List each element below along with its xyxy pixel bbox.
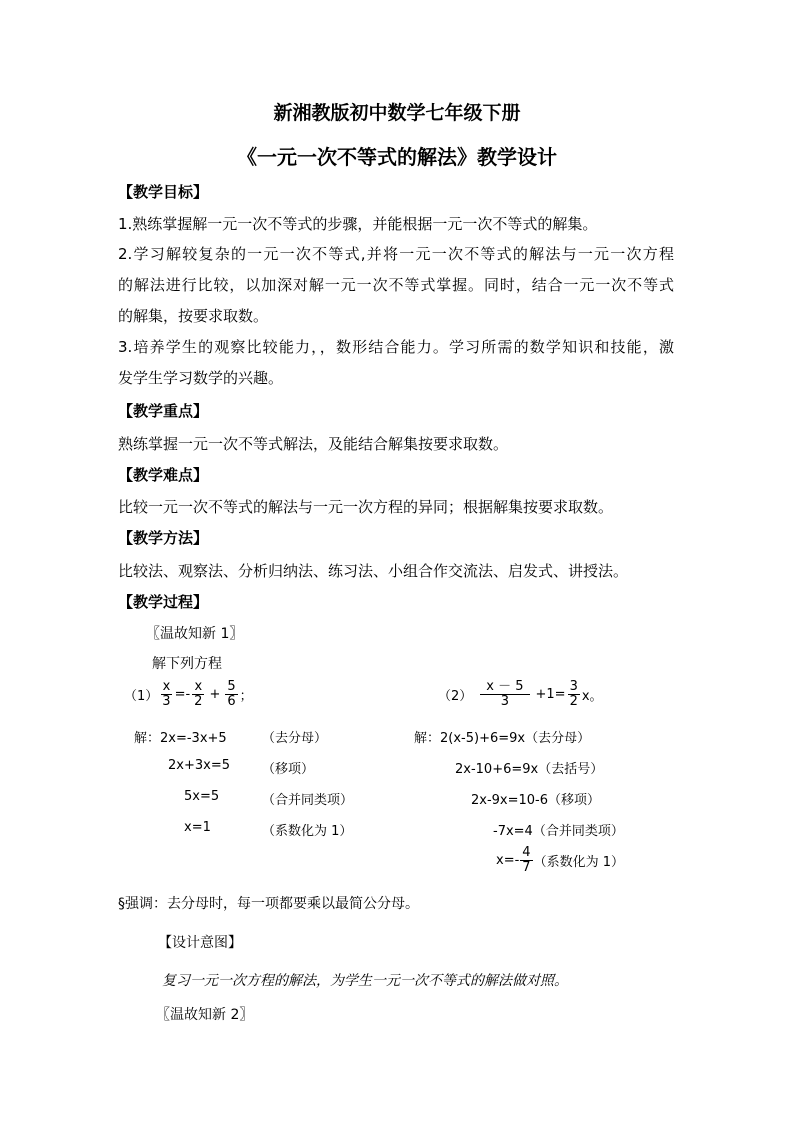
- process-heading: 【教学过程】: [118, 593, 209, 611]
- difficulty-text: 比较一元一次不等式的解法与一元一次方程的异同；根据解集按要求取数。: [118, 498, 614, 516]
- fraction: [160, 680, 172, 710]
- operator: +1=: [535, 687, 566, 703]
- lesson-title: 《一元一次不等式的解法》教学设计: [237, 145, 557, 169]
- numerator: x: [194, 679, 203, 694]
- solution-1-note: （去分母）: [262, 731, 328, 746]
- solution-1-step: x=1: [184, 820, 211, 835]
- solution-1-note: （移项）: [262, 762, 315, 777]
- review-2-label: 〖温故知新 2〗: [156, 1007, 254, 1023]
- solution-1-step: 2x+3x=5: [168, 758, 230, 773]
- difficulty-heading: 【教学难点】: [118, 466, 209, 484]
- goal-line: 发学生学习数学的兴趣。: [118, 369, 284, 387]
- punctuation: ；: [239, 689, 253, 705]
- method-text: 比较法、观察法、分析归纳法、练习法、小组合作交流法、启发式、讲授法。: [118, 562, 629, 580]
- denominator: 3: [162, 694, 171, 710]
- goals-heading: 【教学目标】: [118, 183, 209, 201]
- numerator: x － 5: [480, 680, 529, 695]
- solution-1-step: 5x=5: [184, 789, 220, 804]
- equation-2: [438, 680, 603, 710]
- numerator: 5: [227, 679, 236, 694]
- solution-2-final: [496, 846, 624, 876]
- equation-1: [124, 680, 253, 710]
- operator: =-: [174, 687, 191, 703]
- fraction: [520, 846, 532, 876]
- review-1-label: 〖温故知新 1〗: [146, 626, 244, 642]
- solution-1-step: 解：2x=-3x+5: [134, 731, 227, 746]
- solution-2-step: 2x-10+6=9x（去括号）: [455, 762, 604, 777]
- document-title: 新湘教版初中数学七年级下册: [273, 102, 521, 124]
- goal-line: 的解法进行比较，以加深对解一元一次不等式掌握。同时，结合一元一次不等式: [118, 276, 674, 294]
- denominator: 2: [569, 694, 578, 710]
- fraction: [192, 680, 204, 710]
- denominator: 6: [227, 694, 236, 710]
- equation-2-label: （2）: [438, 689, 473, 705]
- goal-line: 的解集，按要求取数。: [118, 307, 269, 325]
- solution-2-note: （系数化为 1）: [533, 855, 624, 871]
- solution-1-note: （系数化为 1）: [262, 824, 353, 839]
- method-heading: 【教学方法】: [118, 529, 209, 547]
- numerator: 4: [522, 845, 531, 860]
- fraction: [480, 680, 529, 710]
- solution-2-step: 解：2(x-5)+6=9x（去分母）: [414, 731, 591, 746]
- design-text: 复习一元一次方程的解法，为学生一元一次不等式的解法做对照。: [162, 973, 568, 989]
- goal-line: 3.培养学生的观察比较能力，，数形结合能力。学习所需的数学知识和技能，激: [118, 338, 674, 356]
- fraction: [568, 680, 580, 710]
- solution-2-step: -7x=4（合并同类项）: [493, 824, 624, 839]
- numerator: x: [162, 679, 171, 694]
- solution-2-step: 2x-9x=10-6（移项）: [471, 793, 601, 808]
- numerator: 3: [569, 679, 578, 694]
- denominator: 2: [194, 694, 203, 710]
- emphasis-note: §强调：去分母时，每一项都要乘以最简公分母。: [118, 896, 419, 912]
- goal-line: 2.学习解较复杂的一元一次不等式,并将一元一次不等式的解法与一元一次方程: [118, 245, 674, 263]
- key-heading: 【教学重点】: [118, 402, 209, 420]
- denominator: 7: [522, 860, 531, 876]
- equation-1-label: （1）: [124, 689, 159, 705]
- design-heading: 【设计意图】: [158, 935, 242, 951]
- goal-line: 1.熟练掌握解一元一次不等式的步骤，并能根据一元一次不等式的解集。: [118, 215, 598, 233]
- operator: +: [209, 687, 221, 703]
- punctuation: x。: [581, 689, 603, 705]
- instruction-text: 解下列方程: [152, 656, 222, 672]
- fraction: [225, 680, 237, 710]
- result-prefix: x=-: [496, 853, 520, 869]
- solution-1-note: （合并同类项）: [262, 793, 354, 808]
- denominator: 3: [500, 694, 510, 710]
- key-text: 熟练掌握一元一次不等式解法，及能结合解集按要求取数。: [118, 435, 509, 453]
